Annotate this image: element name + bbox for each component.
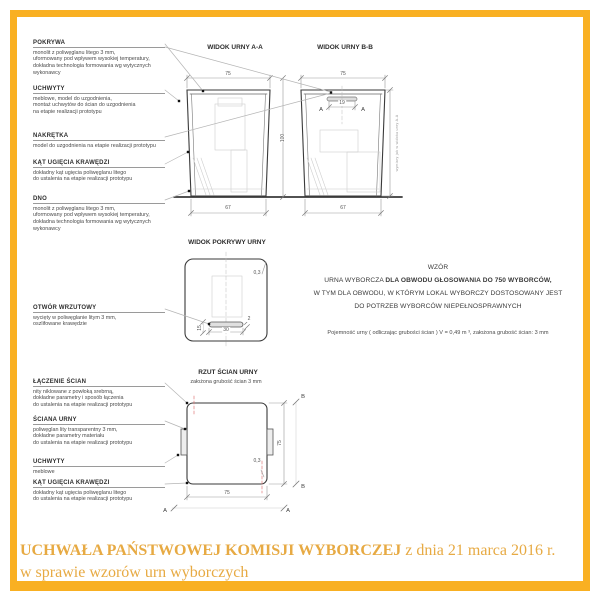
view-title-lid: WIDOK POKRYWY URNY <box>188 239 266 246</box>
label-title: ŁĄCZENIE ŚCIAN <box>33 379 165 387</box>
dim-lid-slot-length: 30 <box>223 327 229 333</box>
label-title: ŚCIANA URNY <box>33 417 165 425</box>
wzor-line3: DO POTRZEB WYBORCÓW NIEPEŁNOSPRAWNYCH <box>354 303 522 310</box>
label-title: UCHWYTY <box>33 86 165 94</box>
label-title: NAKRĘTKA <box>33 133 165 141</box>
dim-lid-slot-width: 2 <box>247 316 251 322</box>
caption-line1-bold: UCHWAŁA PAŃSTWOWEJ KOMISJI WYBORCZEJ <box>20 542 402 559</box>
dim-plan-radius: 0,3 <box>253 458 261 464</box>
wzor-capacity-note: Pojemność urny ( odliczając grubości ścian ) V = 0,49 m ³, założona grubość ścian: 3 mm <box>327 330 549 336</box>
label-pokrywa: POKRYWA monolit z poliwęglanu litego 3 mm, uformowany pod wpływem wysokiej temperatury, dokładna technologia formowania wg wytycznych wykonawcy <box>33 40 165 77</box>
label-kat-ugiecia-2: KĄT UGIĘCIA KRAWĘDZI dokładny kąt ugięcia poliwęglanu litego do ustalenia na etapie realizacji prototypu <box>33 480 165 503</box>
view-title-aa: WIDOK URNY A-A <box>207 44 263 51</box>
caption-line2: w sprawie wzorów urn wyborczych <box>20 564 249 581</box>
section-marker-a: A <box>319 107 323 113</box>
label-title: OTWÓR WRZUTOWY <box>33 305 165 313</box>
label-otwor-wrzutowy: OTWÓR WRZUTOWY wycięty w poliwęglanie litym 3 mm, oszlifowane krawędzie <box>33 305 165 328</box>
vertical-note: wymiary jak w widoku urny A-A <box>395 114 399 172</box>
dim-lid-slot-offset: 15 <box>197 325 203 331</box>
label-nakretka: NAKRĘTKA model do uzgodnienia na etapie realizacji prototypu <box>33 133 165 149</box>
section-marker-a: A <box>163 508 167 514</box>
wzor-title: WZÓR <box>427 264 449 271</box>
resolution-caption <box>20 540 582 584</box>
label-title: KĄT UGIĘCIA KRAWĘDZI <box>33 160 165 168</box>
dim-plan-height: 75 <box>277 440 283 446</box>
view-title-bb: WIDOK URNY B-B <box>317 44 373 51</box>
wzor-line2: W TYM DLA OBWODU, W KTÓRYM LOKAL WYBORCZY DOSTOSOWANY JEST <box>313 290 563 297</box>
dim-aa-height: 100 <box>280 133 286 143</box>
view-subtitle-plan: założona grubość ścian 3 mm <box>190 379 262 385</box>
label-uchwyty-gorne: UCHWYTY meblowe, model do uzgodnienia, montaż uchwytów do ścian do uzgodnienia na etapie realizacji prototypu <box>33 86 165 116</box>
section-marker-b: B <box>301 484 305 490</box>
label-dno: DNO monolit z poliwęglanu litego 3 mm, uformowany pod wpływem wysokiej temperatury, dokładna technologia formowania wg wytycznych wykonawcy <box>33 196 165 233</box>
dim-bb-top-width: 75 <box>340 71 346 77</box>
view-title-plan: RZUT ŚCIAN URNY <box>198 369 258 376</box>
section-marker-b: B <box>301 394 305 400</box>
caption-line1-rest: z dnia 21 marca 2016 r. <box>401 542 556 559</box>
label-title: POKRYWA <box>33 40 165 48</box>
dim-aa-bottom-width: 67 <box>225 205 231 211</box>
caption-line1 <box>20 540 582 562</box>
section-marker-a: A <box>286 508 290 514</box>
section-marker-a: A <box>361 107 365 113</box>
dim-plan-width: 75 <box>224 490 230 496</box>
dim-bb-slot: 19 <box>339 100 345 106</box>
wzor-line1-bold: DLA OBWODU GŁOSOWANIA DO 750 WYBORCÓW, <box>385 277 552 284</box>
wzor-line1 <box>324 277 551 284</box>
label-kat-ugiecia-1: KĄT UGIĘCIA KRAWĘDZI dokładny kąt ugięcia poliwęglanu litego do ustalenia na etapie realizacji prototypu <box>33 160 165 183</box>
dim-bb-bottom-width: 67 <box>340 205 346 211</box>
wzor-line1-normal: URNA WYBORCZA <box>324 277 386 284</box>
label-title: DNO <box>33 196 165 204</box>
label-uchwyty-dolne: UCHWYTY meblowe <box>33 459 165 475</box>
label-sciana-urny: ŚCIANA URNY poliwęglan lity transparentny 3 mm, dokładne parametry materiału do ustalenia na etapie realizacji prototypu <box>33 417 165 447</box>
label-title: KĄT UGIĘCIA KRAWĘDZI <box>33 480 165 488</box>
label-title: UCHWYTY <box>33 459 165 467</box>
dim-lid-radius: 0,3 <box>253 270 261 276</box>
label-laczenie-scian: ŁĄCZENIE ŚCIAN nity niklowane z powłoką srebrną, dokładne parametry i sposób łączenia do ustalenia na etapie realizacji prototypu <box>33 379 165 409</box>
dim-aa-top-width: 75 <box>225 71 231 77</box>
